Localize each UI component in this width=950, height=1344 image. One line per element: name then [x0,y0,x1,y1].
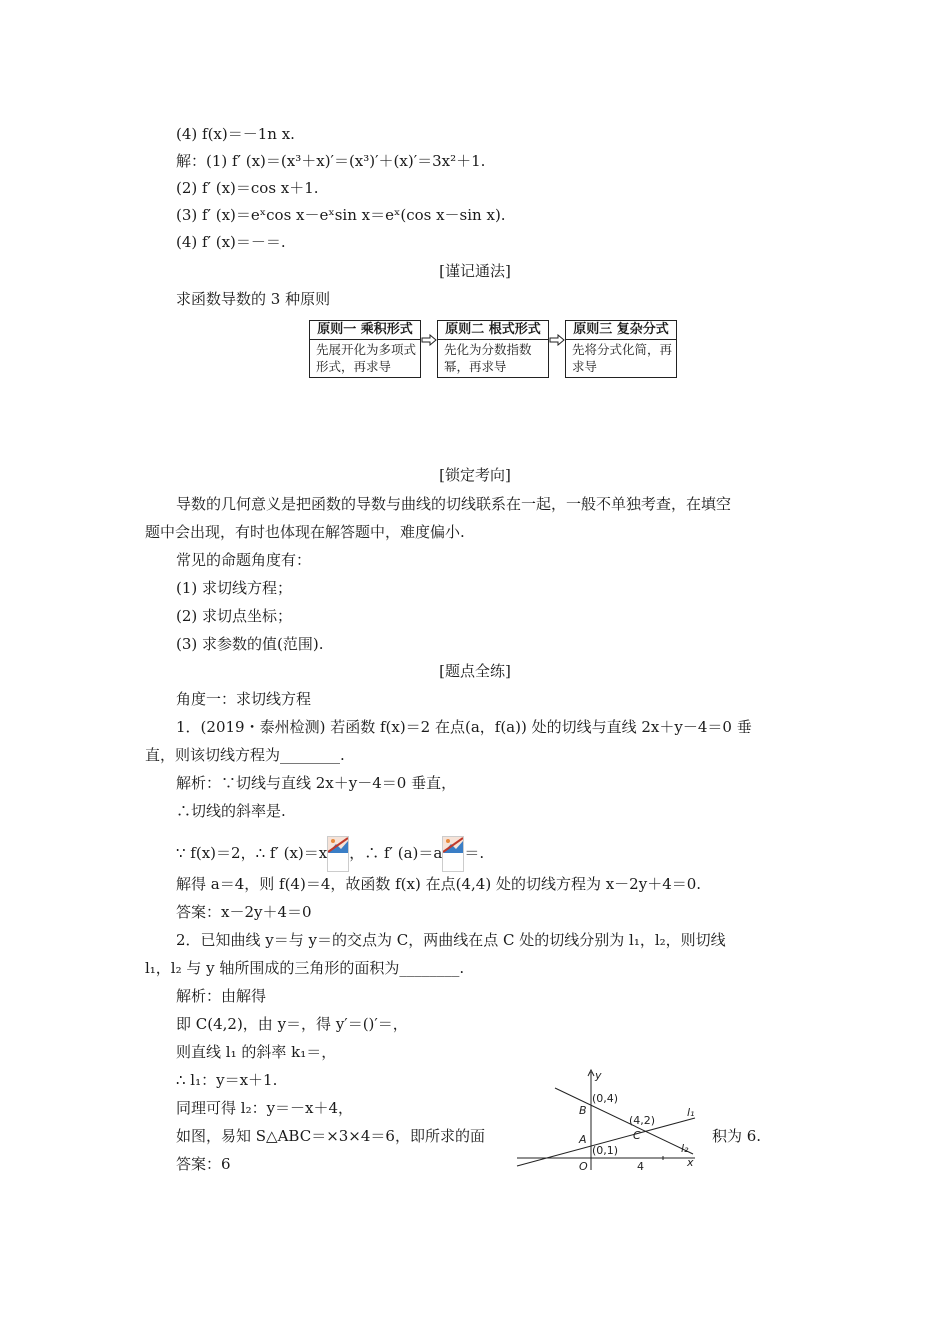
principle-box-3 [565,320,677,378]
arrow-right-icon [549,334,565,346]
principle-3-title: 原则三 复杂分式 [566,321,676,340]
part4-function: (4) f(x)＝－1n x. [176,125,295,143]
q1-analysis-2: ∴切线的斜率是. [176,802,286,820]
broken-image-icon [442,836,464,872]
solution-3: (3) f′ (x)＝eˣcos x－eˣsin x＝eˣ(cos x－sin x). [176,206,506,224]
broken-image-icon [327,836,349,872]
solution-4: (4) f′ (x)＝－＝. [176,233,286,251]
heading-methods: [谨记通法] [439,262,511,280]
q2-analysis-1: 解析：由解得 [176,987,267,1005]
arrow-right-icon [421,334,437,346]
point-A-label: A [579,1133,587,1146]
principle-1-title: 原则一 乘积形式 [310,321,420,340]
heading-direction: [锁定考向] [439,466,511,484]
question-1b: 直，则该切线方程为________. [145,746,345,764]
paragraph-2: 常见的命题角度有： [176,551,312,569]
q2-analysis-6: 如图，易知 S△ABC＝×3×4＝6，即所求的面 [176,1127,485,1145]
line-l1-label: l₁ [687,1106,695,1119]
solution-2: (2) f′ (x)＝cos x＋1. [176,179,319,197]
q1-derivative-b: ，∴ f′ (a)＝a [349,844,443,862]
line-l2-label: l₂ [681,1142,689,1155]
principles-diagram [309,320,679,378]
paragraph-1b: 题中会出现，有时也体现在解答题中，难度偏小. [145,523,465,541]
angle-item-3: (3) 求参数的值(范围). [176,635,324,653]
q1-analysis-4: 解得 a＝4，则 f(4)＝4，故函数 f(x) 在点(4,4) 处的切线方程为 x－2y＋4＝0. [176,875,702,893]
principle-3-body: 先将分式化简，再求导 [572,342,673,374]
q2-analysis-3: 则直线 l₁ 的斜率 k₁＝， [176,1043,337,1061]
y-axis-label: y [595,1069,602,1082]
heading-practice: [题点全练] [439,662,511,680]
principle-2-body: 先化为分数指数幂，再求导 [444,342,532,374]
question-1a: 1．(2019・泰州检测) 若函数 f(x)＝2 在点(a，f(a)) 处的切线与直线 2x＋y－4＝0 垂 [176,718,752,736]
q2-analysis-6-end: 积为 6. [712,1127,762,1145]
q2-analysis-5: 同理可得 l₂：y＝－x＋4， [176,1099,354,1117]
point-04-label: (0,4) [592,1092,619,1105]
question-2a: 2．已知曲线 y＝与 y＝的交点为 C，两曲线在点 C 处的切线分别为 l₁，l₂，则切线 [176,931,726,949]
question-2b: l₁，l₂ 与 y 轴所围成的三角形的面积为________. [145,959,465,977]
q2-analysis-2: 即 C(4,2)，由 y＝，得 y′＝()′＝， [176,1015,408,1033]
angle-one-title: 角度一：求切线方程 [176,690,312,708]
q1-analysis-3 [176,836,484,872]
principle-1-body: 先展开化为多项式形式，再求导 [316,342,417,374]
point-C-label: C [633,1129,641,1142]
paragraph-1a: 导数的几何意义是把函数的导数与曲线的切线联系在一起，一般不单独考查，在填空 [176,495,732,513]
point-01-label: (0,1) [592,1144,619,1157]
q1-analysis-1: 解析：∵切线与直线 2x＋y－4＝0 垂直， [176,774,457,792]
angle-item-1: (1) 求切线方程； [176,579,293,597]
q1-derivative-c: ＝. [464,844,485,862]
angle-item-2: (2) 求切点坐标； [176,607,293,625]
q1-derivative-a: ∵ f(x)＝2，∴ f′ (x)＝x [176,844,328,862]
x-axis-label: x [687,1156,694,1169]
point-B-label: B [579,1104,587,1117]
q2-analysis-4: ∴ l₁：y＝x＋1. [176,1071,278,1089]
principle-2-title: 原则二 根式形式 [438,321,548,340]
origin-label: O [579,1160,588,1172]
solution-1: 解：(1) f′ (x)＝(x³＋x)′＝(x³)′＋(x)′＝3x²＋1. [176,152,486,170]
principle-box-2 [437,320,549,378]
line-l2 [555,1088,693,1154]
principle-box-1 [309,320,421,378]
q2-answer: 答案：6 [176,1155,231,1173]
tick-4-label: 4 [637,1160,644,1172]
point-42-label: (4,2) [629,1114,656,1127]
q1-answer: 答案：x－2y＋4＝0 [176,903,312,921]
principles-intro: 求函数导数的 3 种原则 [176,290,331,308]
tangent-lines-graph [515,1068,705,1172]
